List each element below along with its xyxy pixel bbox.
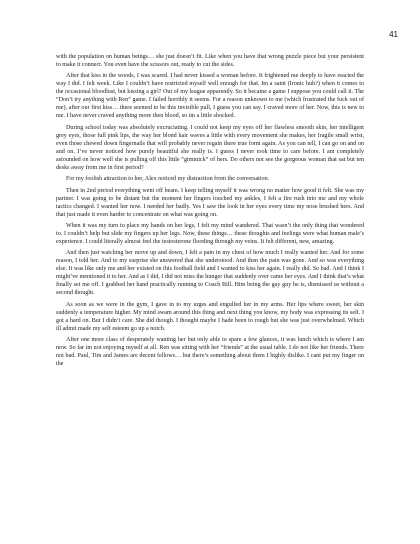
page-number: 41 — [389, 30, 398, 39]
paragraph: After that kiss in the woods, I was scared. I had never kissed a woman before. It frightened me deeply to have reacted the way I did. I felt week. Like I couldn’t have restricted myself well enough for that. Im a saint (Ironic huh?) when it comes to the occasional bloodlust, but kissing a girl? Out of my league apparently. So it became a game I suppose you could call it. The “Don’t try anything with Ren” game. I failed horribly it seems. For a reason unknown to me (which frustrated the fuck out of me), after our first kiss… there seemed to be this invisible pull, I guess you can say. I craved more of her. Now, this is new to me. I have never craved anything more then blood, so im a little shocked. — [56, 73, 364, 120]
paragraph: Then in 2nd period everything went off beam. I keep telling myself it was wrong no matter how good it felt. She was my partner. I was going to be distant but the moment her fingers touched my ankles, I felt a fire rush into me and my whole tactics changed. I wanted her now. I needed her badly. Yes I saw the look in her eyes every time my nose brushed hers. And that just made it even harder to concentrate on what was going on. — [56, 187, 364, 218]
paragraph-continuation: with the population on human beings… she just doesn’t fit. Like when you have that wrong puzzle piece but your persistent to make it connect. You even have the scissors out, ready to cut the sides. — [56, 54, 364, 68]
paragraph: During school today was absolutely excruciating. I could not keep my eyes off her flawless smooth skin, her intelligent grey eyes, those full pink lips, the way her blond hair waves a little with every movement she makes, her fragile small wrist, even those chewed down fingernails that will probably never regain there true form again. As you can tell, I can go on and on and on. I’ve never noticed how purely beautiful she really is. I guess I never took time to care before. I am completely astounded on how well she is pulling off this little “gimmick” of hers. Do others not see the gorgeous woman that sat but ten desks away from me in first period? — [56, 124, 364, 171]
paragraph: After one more class of desperately wanting her but only able to spare a few glances, it was lunch which is where I am now. So far im not enjoying myself at all. Ren was sitting with her “friends” at the usual table. I do not like her friends. There not bad. Paul, Tim and James are decent fellows… but there’s something about them I highly dislike. I cant put my finger on the — [56, 337, 364, 368]
paragraph: When it was my turn to place my hands on her legs, I felt my mind wandered. That wasn’t the only thing that wondered to. I couldn’t help but slide my fingers up her legs. Now, these things… these thoughts and feelings were what human male’s experience. I could literally almost feel the testosterone flooding through my veins. It felt different, new, amazing. — [56, 222, 364, 245]
paragraph: As soon as we were in the gym, I gave in to my urges and engulfed her in my arms. Her lips where sweet, her skin suddenly a temperature higher. My mind swam around this thing and next thing you know, my body was expressing its self. I got a hard on. But I didn’t care. She did though. I thought maybe I hade been to rough but she was just overwhelmed. Which ill admit made my self esteem go up a notch. — [56, 301, 364, 332]
paragraph: And then just watching her move up and down, I felt a pain in my chest of how much I really wanted her. And for some reason, I told her. And to my surprise she answered that she understood. And then the pain was gone. And so was everything else. It was like only me and her existed on this football field and I wanted to kiss her again. I really did. So bad. And I think I might’ve mentioned it to her. And as I did, I did not miss the hunger that suddenly over came her eyes. And I think that’s what finally set me off. I grabbed her hand practically running to Coach Bill. Him being the gay guy he is, dismissed us without a second thought. — [56, 250, 364, 297]
paragraph: For my foolish attraction to her, Alex noticed my distraction from the conversation. — [66, 176, 270, 183]
body-text — [56, 53, 364, 372]
